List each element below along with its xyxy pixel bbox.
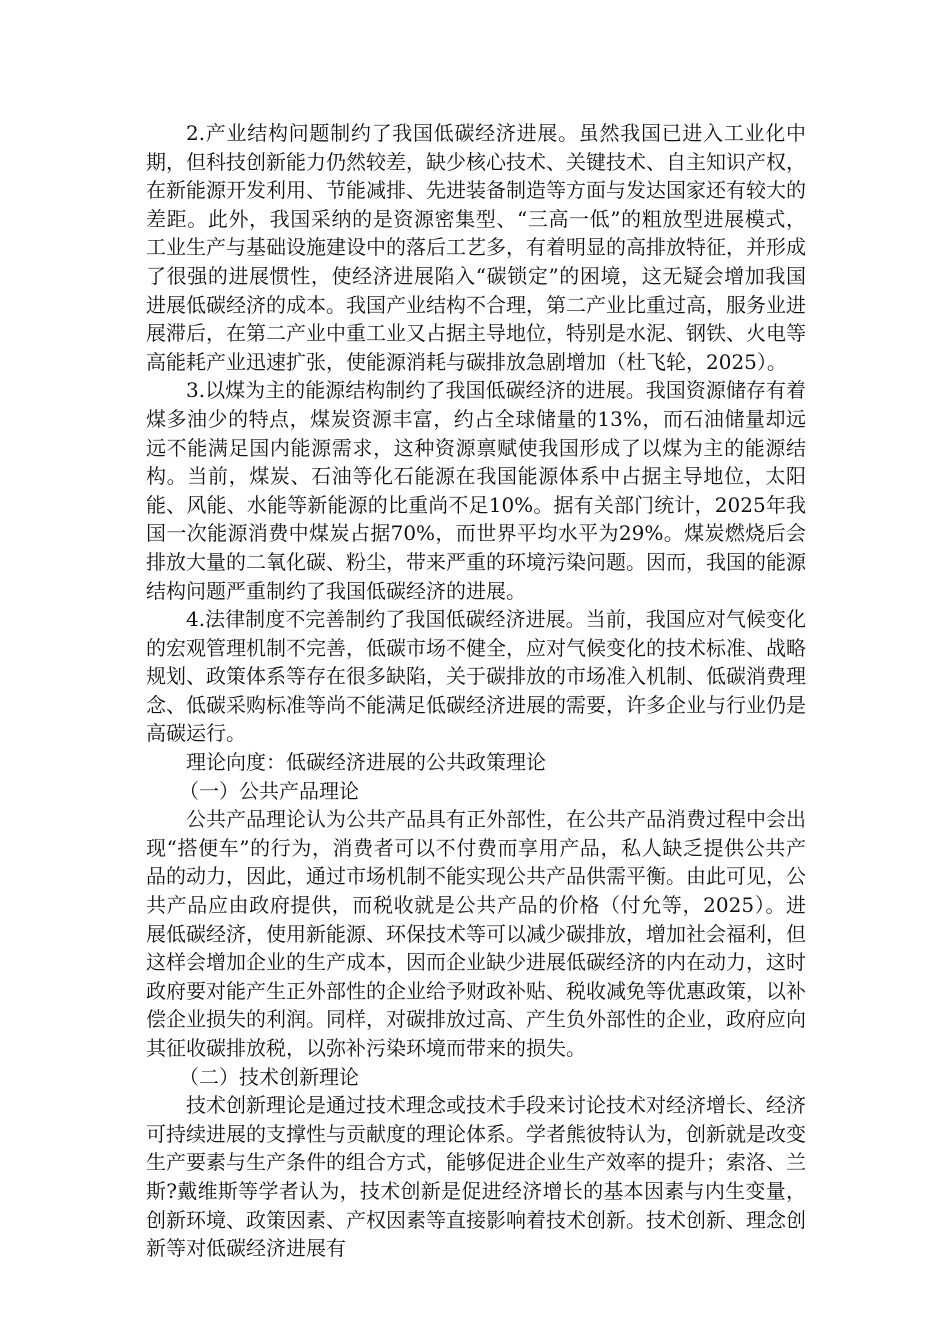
section-heading-policy-theory: 理论向度：低碳经济进展的公共政策理论 bbox=[186, 750, 546, 775]
paragraph-public-goods: 公共产品理论认为公共产品具有正外部性，在公共产品消费过程中会出现“搭便车”的行为，消费者可以不付费而享用产品，私人缺乏提供公共产品的动力，因此，通过市场机制不能实现公共产品供需平衡。由此可见，公共产品应由政府提供，而税收就是公共产品的价格（付允等，2025）。进展低碳经济，使用新能源、环保技术等可以减少碳排放，增加社会福利，但这样会增加企业的生产成本，因而企业缺少进展低碳经济的内在动力，这时政府要对能产生正外部性的企业给予财政补贴、税收减免等优惠政策，以补偿企业损失的利润。同样，对碳排放过高、产生负外部性的企业，政府应向其征收碳排放税，以弥补污染环境而带来的损失。 bbox=[146, 807, 806, 1060]
subheading-public-goods: （一）公共产品理论 bbox=[179, 778, 359, 803]
subheading-technical-innovation: （二）技术创新理论 bbox=[179, 1064, 359, 1089]
paragraph-energy-structure: 3.以煤为主的能源结构制约了我国低碳经济的进展。我国资源储存有着煤多油少的特点，煤炭资源丰富，约占全球储量的13%，而石油储量却远远不能满足国内能源需求，这种资源禀赋使我国形成了以煤为主的能源结构。当前，煤炭、石油等化石能源在我国能源体系中占据主导地位，太阳能、风能、水能等新能源的比重尚不足10%。据有关部门统计，2025年我国一次能源消费中煤炭占据70%，而世界平均水平为29%。煤炭燃烧后会排放大量的二氧化碳、粉尘，带来严重的环境污染问题。因而，我国的能源结构问题严重制约了我国低碳经济的进展。 bbox=[146, 378, 806, 603]
document-page bbox=[146, 119, 806, 1263]
paragraph-industrial-structure: 2.产业结构问题制约了我国低碳经济进展。虽然我国已进入工业化中期，但科技创新能力仍然较差，缺少核心技术、关键技术、自主知识产权，在新能源开发利用、节能减排、先进装备制造等方面与发达国家还有较大的差距。此外，我国采纳的是资源密集型、“三高一低”的粗放型进展模式，工业生产与基础设施建设中的落后工艺多，有着明显的高排放特征，并形成了很强的进展惯性，使经济进展陷入“碳锁定”的困境，这无疑会增加我国进展低碳经济的成本。我国产业结构不合理，第二产业比重过高，服务业进展滞后，在第二产业中重工业又占据主导地位，特别是水泥、钢铁、火电等高能耗产业迅速扩张，使能源消耗与碳排放急剧增加（杜飞轮，2025）。 bbox=[146, 121, 806, 374]
paragraph-technical-innovation: 技术创新理论是通过技术理念或技术手段来讨论技术对经济增长、经济可持续进展的支撑性与贡献度的理论体系。学者熊彼特认为，创新就是改变生产要素与生产条件的组合方式，能够促进企业生产效率的提升；索洛、兰斯?戴维斯等学者认为，技术创新是促进经济增长的基本因素与内生变量，创新环境、政策因素、产权因素等直接影响着技术创新。技术创新、理念创新等对低碳经济进展有 bbox=[146, 1093, 806, 1261]
paragraph-legal-system: 4.法律制度不完善制约了我国低碳经济进展。当前，我国应对气候变化的宏观管理机制不完善，低碳市场不健全，应对气候变化的技术标准、战略规划、政策体系等存在很多缺陷，关于碳排放的市场准入机制、低碳消费理念、低碳采购标准等尚不能满足低碳经济进展的需要，许多企业与行业仍是高碳运行。 bbox=[146, 607, 806, 746]
